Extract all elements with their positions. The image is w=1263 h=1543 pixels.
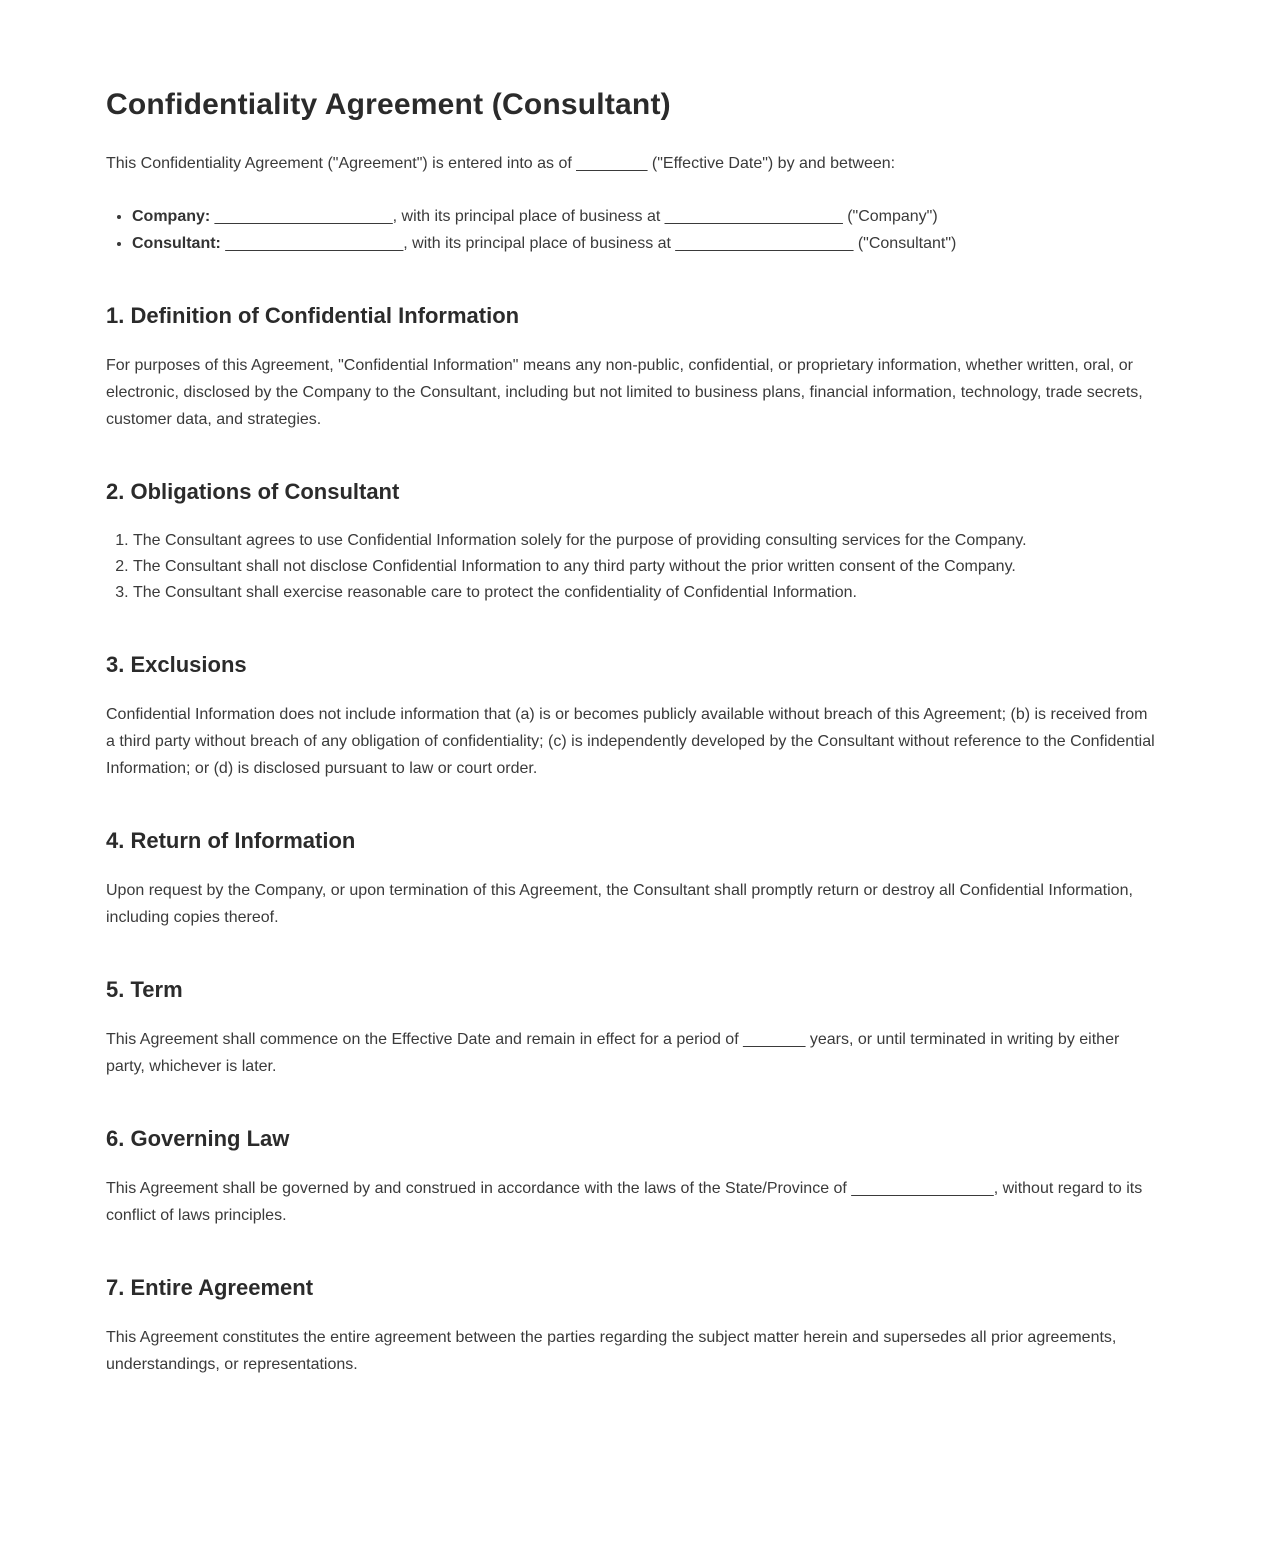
section-governing-law <box>106 1126 1157 1229</box>
section-body-exclusions: Confidential Information does not include information that (a) is or becomes publicly available without breach of this Agreement; (b) is received from a third party without breach of any obligation of confidentiality; (c) is independently developed by the Consultant without reference to the Confidential Information; or (d) is disclosed pursuant to law or court order. <box>106 706 1155 777</box>
section-heading-obligations: 2. Obligations of Consultant <box>106 479 400 504</box>
section-heading-entire-agreement: 7. Entire Agreement <box>106 1275 314 1300</box>
section-heading-governing-law: 6. Governing Law <box>106 1126 290 1151</box>
parties-list <box>106 203 1157 257</box>
obligation-item-3: 3. The Consultant shall exercise reasonable care to protect the confidentiality of Confidential Information. <box>133 580 1157 606</box>
obligation-item-2: 2. The Consultant shall not disclose Confidential Information to any third party without the prior written consent of the Company. <box>133 554 1157 580</box>
obligation-item-1: 1. The Consultant agrees to use Confidential Information solely for the purpose of providing consulting services for the Company. <box>133 528 1157 554</box>
section-heading-return-of-information: 4. Return of Information <box>106 828 356 853</box>
section-body-return-of-information: Upon request by the Company, or upon termination of this Agreement, the Consultant shall promptly return or destroy all Confidential Information, including copies thereof. <box>106 882 1133 926</box>
party-text-consultant: ____________________, with its principal place of business at ____________________ ("Consultant") <box>220 235 957 252</box>
section-body-definition: For purposes of this Agreement, "Confidential Information" means any non-public, confidential, or proprietary information, whether written, oral, or electronic, disclosed by the Company to the Consultant, including but not limited to business plans, financial information, technology, trade secrets, customer data, and strategies. <box>106 357 1143 428</box>
section-entire-agreement <box>106 1275 1157 1378</box>
section-heading-definition: 1. Definition of Confidential Information <box>106 303 520 328</box>
section-obligations <box>106 479 1157 606</box>
section-term <box>106 977 1157 1080</box>
section-return-of-information <box>106 828 1157 931</box>
section-body-term: This Agreement shall commence on the Effective Date and remain in effect for a period of _______ years, or until terminated in writing by either party, whichever is later. <box>106 1031 1120 1075</box>
document-title: Confidentiality Agreement (Consultant) <box>106 88 671 121</box>
party-item-company <box>132 203 1157 230</box>
section-body-entire-agreement: This Agreement constitutes the entire agreement between the parties regarding the subject matter herein and supersedes all prior agreements, understandings, or representations. <box>106 1329 1117 1373</box>
section-heading-exclusions: 3. Exclusions <box>106 652 247 677</box>
party-label-consultant: Consultant: <box>132 235 221 252</box>
section-exclusions <box>106 652 1157 782</box>
party-item-consultant <box>132 230 1157 257</box>
section-body-governing-law: This Agreement shall be governed by and construed in accordance with the laws of the State/Province of ________________, without regard to its conflict of laws principles. <box>106 1180 1143 1224</box>
section-definition <box>106 303 1157 433</box>
obligations-list <box>106 528 1157 606</box>
section-heading-term: 5. Term <box>106 977 183 1002</box>
intro-paragraph: This Confidentiality Agreement ("Agreement") is entered into as of ________ ("Effective Date") by and between: <box>106 155 896 172</box>
party-text-company: ____________________, with its principal place of business at ____________________ ("Company") <box>210 208 938 225</box>
party-label-company: Company: <box>132 208 211 225</box>
